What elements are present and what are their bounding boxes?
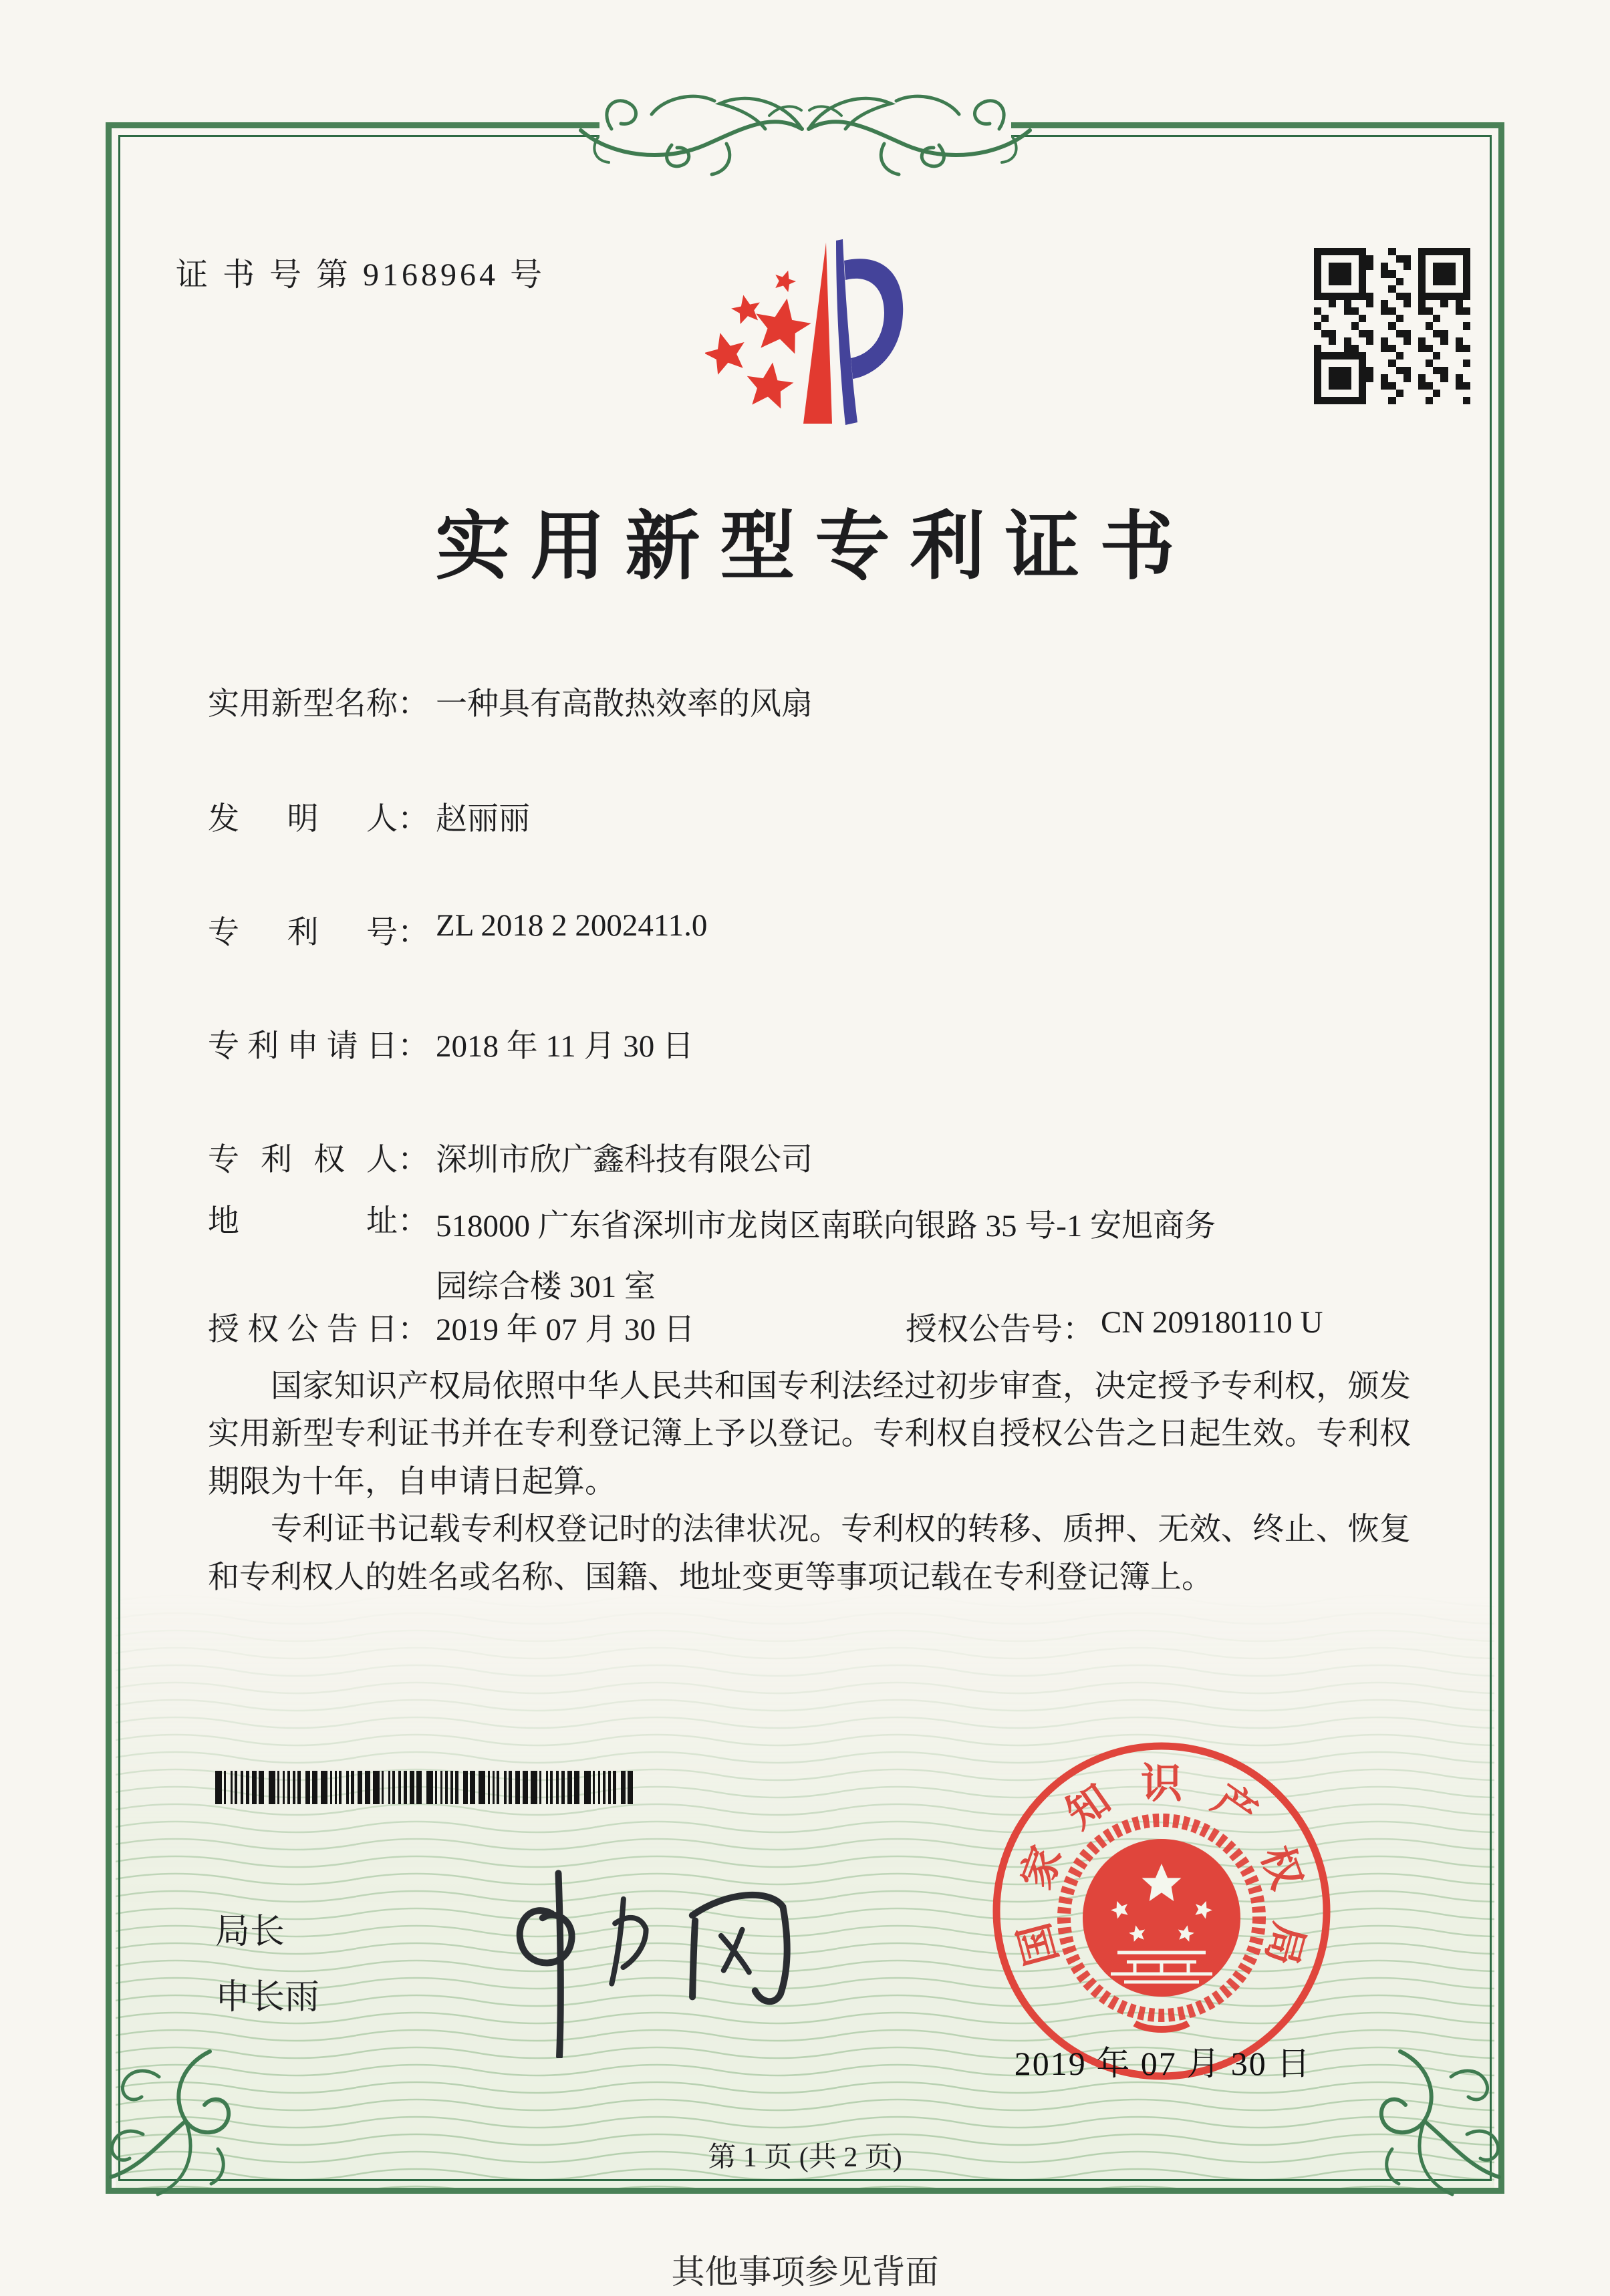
- back-note: 其他事项参见背面: [671, 2253, 939, 2291]
- field-label: 地址: [208, 1204, 398, 1239]
- field-row-address: 地址 ： 518000 广东省深圳市龙岗区南联向银路 35 号-1 安旭商务 园综合楼 301 室: [208, 1196, 1478, 1317]
- svg-text:权: 权: [1252, 1840, 1310, 1895]
- certificate-number: 证 书 号 第 9168964 号: [176, 257, 546, 293]
- logo-blue-p: [836, 239, 903, 425]
- field-value: 深圳市欣广鑫科技有限公司: [436, 1143, 813, 1177]
- barcode: [215, 1771, 635, 1804]
- svg-text:家: 家: [1013, 1840, 1071, 1895]
- field-label: 专利申请日: [208, 1029, 398, 1064]
- field-row-filing-date: 专利申请日 ： 2018 年 11 月 30 日: [208, 1021, 1478, 1066]
- legal-paragraph-1: 国家知识产权局依照中华人民共和国专利法经过初步审查，决定授予专利权，颁发实用新型专利证书并在专利登记簿上予以登记。专利权自授权公告之日起生效。专利权期限为十年，自申请日起算。: [208, 1369, 1411, 1499]
- field-row-patentee: 专利权人 ： 深圳市欣广鑫科技有限公司: [208, 1135, 1478, 1179]
- field-label: 专利权人: [208, 1143, 398, 1177]
- field-label: 授权公告日: [208, 1312, 398, 1347]
- officer-name-label: 申长雨: [215, 1979, 320, 2017]
- page-number: 第 1 页 (共 2 页): [708, 2142, 902, 2173]
- svg-text:局: 局: [1256, 1918, 1312, 1970]
- logo-stars: [705, 267, 815, 410]
- certificate-title: 实用新型专利证书: [435, 506, 1195, 589]
- cnipa-logo-icon: [705, 234, 906, 434]
- logo-red-wedge: [803, 243, 832, 424]
- field-value: ZL 2018 2 2002411.0: [436, 908, 708, 943]
- field-label: 专利号: [208, 915, 398, 950]
- address-line-1: 518000 广东省深圳市龙岗区南联向银路 35 号-1 安旭商务: [436, 1209, 1216, 1244]
- svg-text:国: 国: [1011, 1918, 1067, 1970]
- bottom-left-corner-flourish: [79, 2037, 253, 2210]
- grant-no-group: 授权公告号 ： CN 209180110 U: [906, 1304, 1323, 1349]
- field-value: CN 209180110 U: [1101, 1305, 1323, 1340]
- national-emblem-icon: [1064, 1820, 1259, 2029]
- legal-text-block: [208, 1363, 1411, 1602]
- field-value: [436, 1196, 1216, 1317]
- field-row-patent-no: 专利号 ： ZL 2018 2 2002411.0: [208, 907, 1478, 952]
- legal-paragraph-2: 专利证书记载专利权登记时的法律状况。专利权的转移、质押、无效、终止、恢复和专利权人的姓名或名称、国籍、地址变更等事项记载在专利登记簿上。: [208, 1512, 1411, 1595]
- field-value: 2019 年 07 月 30 日: [436, 1312, 695, 1347]
- field-row-grant: 授权公告日 ： 2019 年 07 月 30 日 授权公告号 ： CN 209180110 U: [208, 1304, 1478, 1349]
- bottom-right-corner-flourish: [1357, 2037, 1531, 2210]
- qr-code: [1314, 248, 1470, 404]
- address-line-2: 园综合楼 301 室: [436, 1269, 656, 1304]
- officer-signature: [468, 1858, 855, 2058]
- field-value: 2018 年 11 月 30 日: [436, 1029, 694, 1064]
- field-label: 授权公告号: [906, 1312, 1063, 1347]
- seal-date: 2019 年 07 月 30 日: [1014, 2045, 1312, 2082]
- svg-text:识: 识: [1140, 1761, 1183, 1807]
- top-center-dragon-ornament: [571, 50, 1039, 204]
- officer-title-label: 局长: [215, 1913, 285, 1951]
- field-label: 发明人: [208, 802, 398, 837]
- field-label: 实用新型名称: [208, 687, 398, 722]
- svg-text:产: 产: [1204, 1776, 1264, 1838]
- field-row-inventor: 发明人 ： 赵丽丽: [208, 794, 1478, 839]
- svg-text:知: 知: [1059, 1776, 1119, 1838]
- field-value: 一种具有高散热效率的风扇: [436, 687, 813, 722]
- field-row-name: 实用新型名称 ： 一种具有高散热效率的风扇: [208, 679, 1478, 724]
- field-value: 赵丽丽: [436, 802, 530, 837]
